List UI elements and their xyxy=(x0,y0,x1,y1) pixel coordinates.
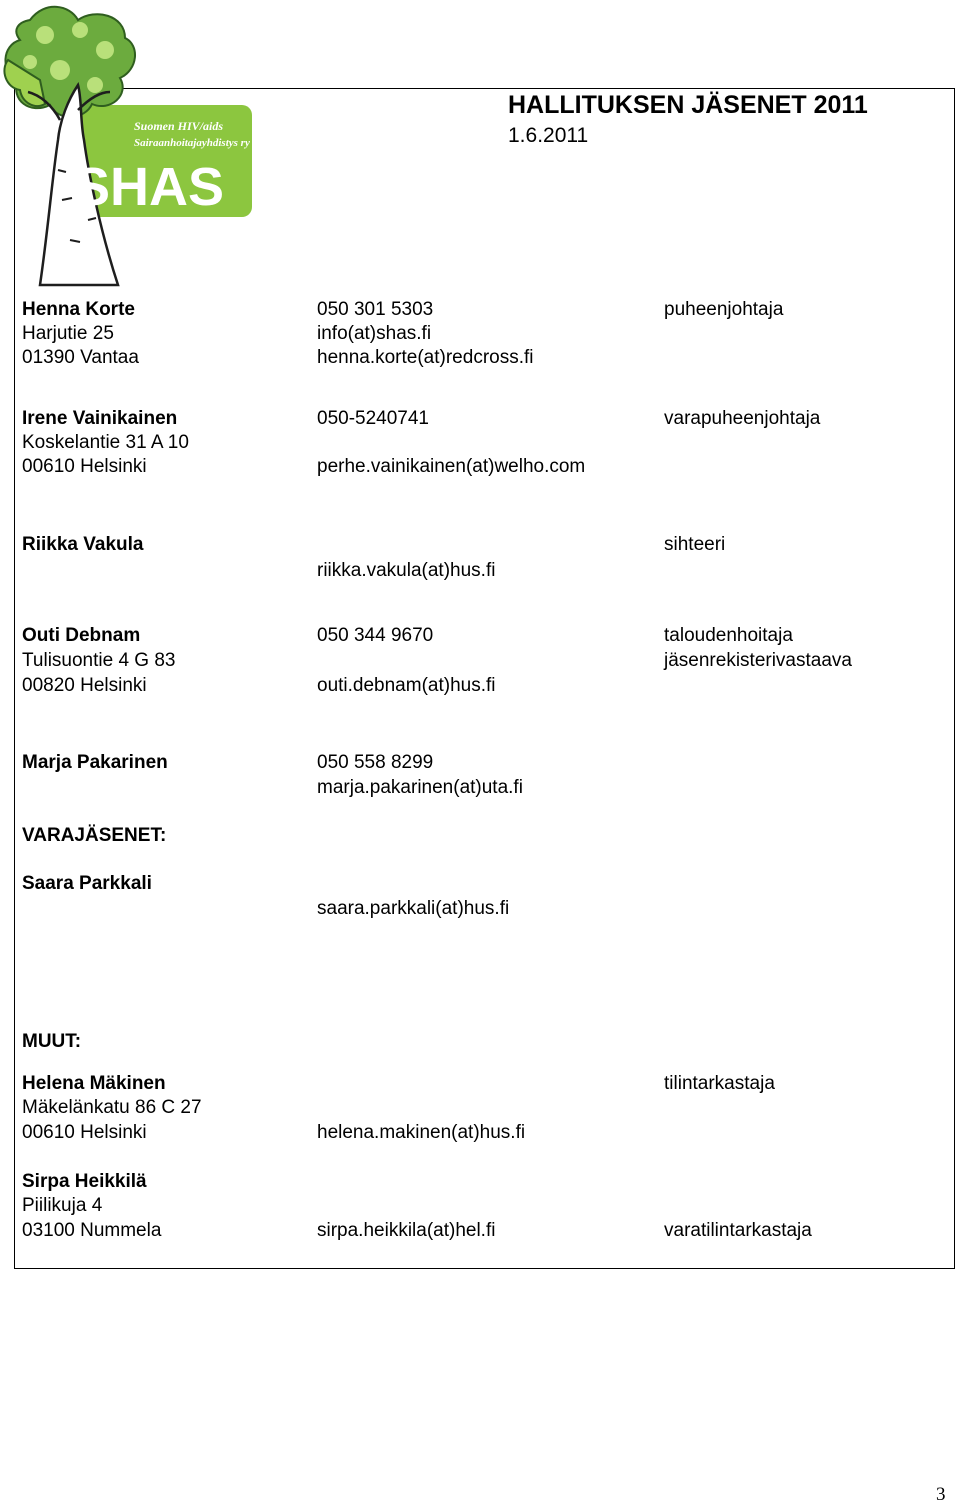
member-phone: 050 344 9670 xyxy=(317,625,434,646)
member-phone: 050 558 8299 xyxy=(317,752,434,773)
member-name: Riikka Vakula xyxy=(22,534,144,555)
member-email: marja.pakarinen(at)uta.fi xyxy=(317,777,523,798)
member-street: Tulisuontie 4 G 83 xyxy=(22,650,176,671)
member-city: 03100 Nummela xyxy=(22,1220,162,1241)
member-city: 00610 Helsinki xyxy=(22,456,147,477)
member-name: Marja Pakarinen xyxy=(22,752,168,773)
member-city: 01390 Vantaa xyxy=(22,347,139,368)
deputies-heading: VARAJÄSENET: xyxy=(22,825,167,846)
member-city: 00820 Helsinki xyxy=(22,675,147,696)
member-name: Outi Debnam xyxy=(22,625,141,646)
member-street: Mäkelänkatu 86 C 27 xyxy=(22,1097,202,1118)
member-role: jäsenrekisterivastaava xyxy=(664,650,852,671)
member-name: Helena Mäkinen xyxy=(22,1073,166,1094)
member-role: sihteeri xyxy=(664,534,726,555)
member-email: outi.debnam(at)hus.fi xyxy=(317,675,496,696)
member-role: varapuheenjohtaja xyxy=(664,408,821,429)
tree-logo-icon xyxy=(0,0,260,290)
member-email: perhe.vainikainen(at)welho.com xyxy=(317,456,586,477)
page-title: HALLITUKSEN JÄSENET 2011 xyxy=(508,91,868,119)
member-role: taloudenhoitaja xyxy=(664,625,793,646)
member-email: info(at)shas.fi xyxy=(317,323,432,344)
member-role: varatilintarkastaja xyxy=(664,1220,812,1241)
logo-abbr: SHAS xyxy=(74,157,225,217)
member-name: Irene Vainikainen xyxy=(22,408,178,429)
document-date: 1.6.2011 xyxy=(508,124,589,147)
member-name: Henna Korte xyxy=(22,299,135,320)
member-email: henna.korte(at)redcross.fi xyxy=(317,347,534,368)
member-phone: 050-5240741 xyxy=(317,408,429,429)
member-name: Saara Parkkali xyxy=(22,873,152,894)
member-email: riikka.vakula(at)hus.fi xyxy=(317,560,496,581)
shas-logo xyxy=(0,0,260,290)
member-email: sirpa.heikkila(at)hel.fi xyxy=(317,1220,496,1241)
member-phone: 050 301 5303 xyxy=(317,299,434,320)
member-street: Piilikuja 4 xyxy=(22,1195,103,1216)
member-email: saara.parkkali(at)hus.fi xyxy=(317,898,510,919)
member-street: Harjutie 25 xyxy=(22,323,114,344)
others-heading: MUUT: xyxy=(22,1031,82,1052)
member-role: tilintarkastaja xyxy=(664,1073,775,1094)
member-street: Koskelantie 31 A 10 xyxy=(22,432,189,453)
logo-line2: Sairaanhoitajayhdistys ry xyxy=(134,137,250,149)
logo-line1: Suomen HIV/aids xyxy=(134,119,224,133)
member-name: Sirpa Heikkilä xyxy=(22,1171,147,1192)
member-email: helena.makinen(at)hus.fi xyxy=(317,1122,526,1143)
member-city: 00610 Helsinki xyxy=(22,1122,147,1143)
member-role: puheenjohtaja xyxy=(664,299,784,320)
page-number: 3 xyxy=(936,1484,946,1505)
